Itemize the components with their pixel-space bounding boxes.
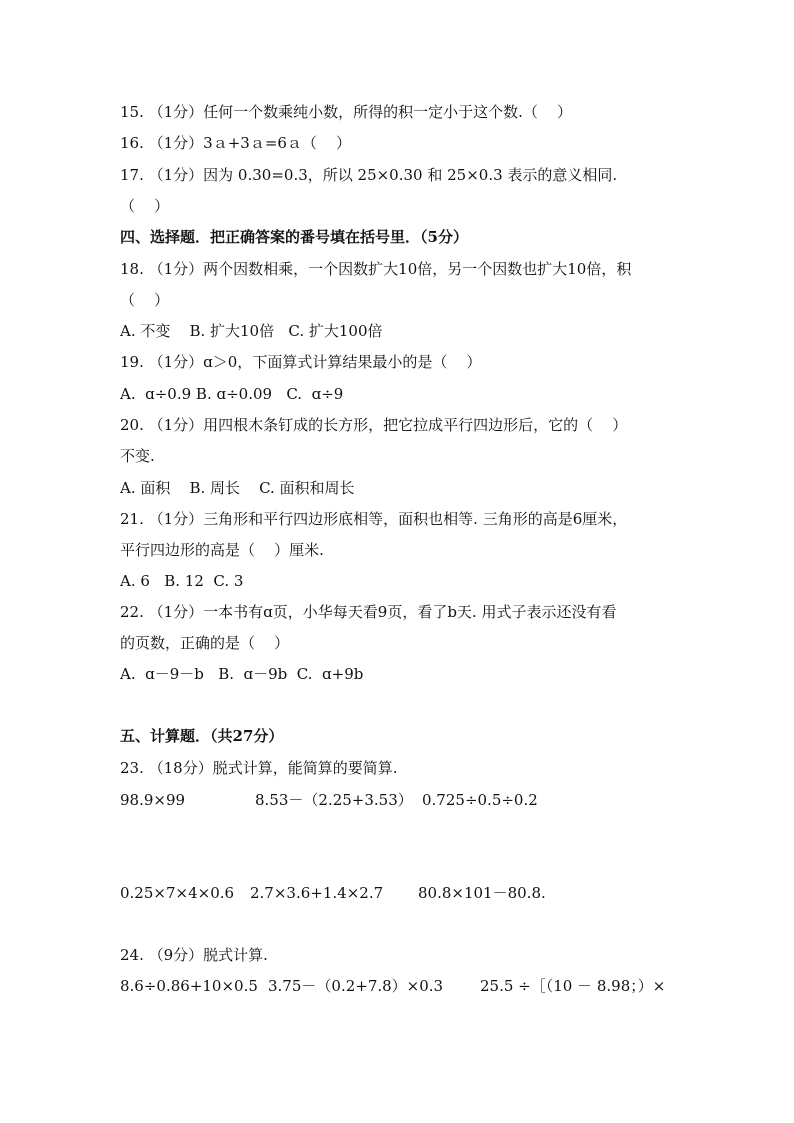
calc24-expr-1: 8.6÷0.86+10×0.5 xyxy=(120,977,258,995)
calc23-expr-4: 0.25×7×4×0.6 xyxy=(120,884,235,902)
question-21-continued: 平行四边形的高是（ ）厘米. xyxy=(120,541,324,559)
question-19-options: A. ɑ÷0.9 B. ɑ÷0.09 C. ɑ÷9 xyxy=(120,385,344,403)
question-17: 17. （1分）因为 0.30=0.3，所以 25×0.30 和 25×0.3 表示的意义相同. xyxy=(120,166,618,184)
calc23-expr-3: 0.725÷0.5÷0.2 xyxy=(422,791,538,809)
question-18-options: A. 不变 B. 扩大10倍 C. 扩大100倍 xyxy=(120,322,383,340)
calc23-expr-6: 80.8×101－80.8. xyxy=(418,884,546,902)
question-16: 16. （1分）3ａ+3ａ=6ａ（ ） xyxy=(120,134,352,152)
question-20: 20. （1分）用四根木条钉成的长方形，把它拉成平行四边形后，它的（ ） xyxy=(120,416,628,434)
calc24-expr-3: 25.5 ÷［（10 － 8.98；）× xyxy=(480,977,666,995)
question-18-blank: （ ） xyxy=(120,291,170,309)
section-4-heading: 四、选择题．把正确答案的番号填在括号里．（5分） xyxy=(120,228,468,246)
question-22: 22. （1分）一本书有ɑ页，小华每天看9页，看了b天. 用式子表示还没有看 xyxy=(120,603,617,621)
question-23: 23. （18分）脱式计算，能简算的要简算. xyxy=(120,759,398,777)
question-22-options: A. ɑ－9－b B. ɑ－9b C. ɑ+9b xyxy=(120,665,364,683)
question-22-continued: 的页数，正确的是（ ） xyxy=(120,634,290,652)
question-15: 15. （1分）任何一个数乘纯小数，所得的积一定小于这个数.（ ） xyxy=(120,103,573,121)
calc23-expr-2: 8.53－（2.25+3.53） xyxy=(255,791,413,809)
question-17-blank: （ ） xyxy=(120,197,170,215)
question-21-options: A. 6 B. 12 C. 3 xyxy=(120,572,244,590)
question-20-options: A. 面积 B. 周长 C. 面积和周长 xyxy=(120,479,355,497)
question-21: 21. （1分）三角形和平行四边形底相等，面积也相等. 三角形的高是6厘米， xyxy=(120,510,628,528)
question-19: 19. （1分）ɑ＞0，下面算式计算结果最小的是（ ） xyxy=(120,353,482,371)
question-18: 18. （1分）两个因数相乘，一个因数扩大10倍，另一个因数也扩大10倍，积 xyxy=(120,260,632,278)
question-24: 24. （9分）脱式计算. xyxy=(120,946,268,964)
calc23-expr-5: 2.7×3.6+1.4×2.7 xyxy=(250,884,384,902)
calc23-expr-1: 98.9×99 xyxy=(120,791,186,809)
calc24-expr-2: 3.75－（0.2+7.8）×0.3 xyxy=(268,977,444,995)
question-20-continued: 不变. xyxy=(120,447,155,465)
section-5-heading: 五、计算题．（共27分） xyxy=(120,727,284,745)
